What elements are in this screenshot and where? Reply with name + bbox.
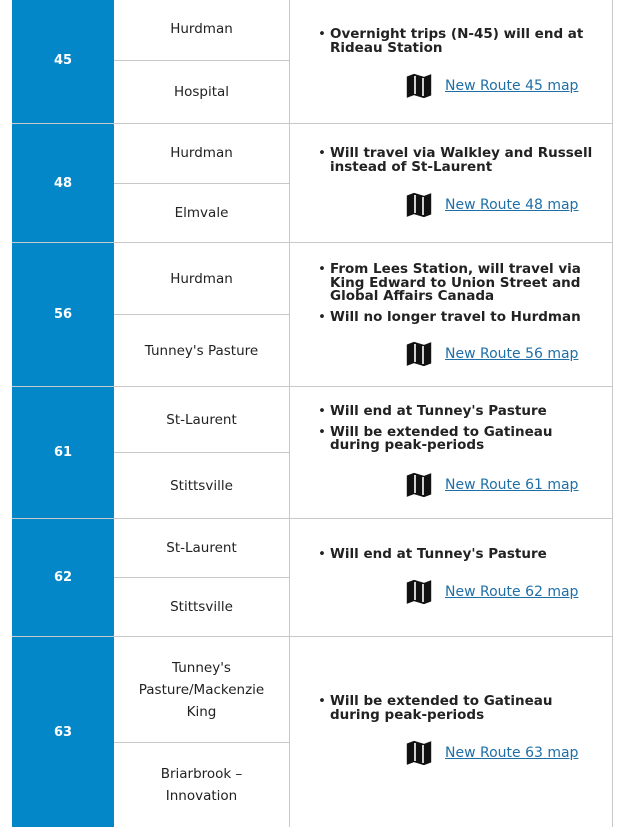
route-map-link[interactable]: [404, 577, 578, 607]
route-notes: [330, 695, 606, 729]
route-endpoint: Hospital: [114, 60, 289, 123]
route-number: 63: [12, 637, 114, 827]
route-endpoint: St-Laurent: [166, 411, 237, 428]
map-icon: [404, 71, 434, 101]
route-number: 48: [12, 124, 114, 242]
route-endpoint: Hurdman: [170, 21, 233, 37]
route-endpoint: St-Laurent: [166, 540, 237, 556]
route-row-62: [12, 519, 613, 637]
route-info: [290, 387, 612, 518]
route-number: 45: [12, 0, 114, 123]
route-number: 62: [12, 519, 114, 636]
route-notes: [330, 548, 606, 569]
map-icon: [404, 470, 434, 500]
route-note: • Overnight trips (N-45) will end at Rideau Station: [330, 28, 606, 55]
route-endpoints: [114, 519, 290, 636]
route-info: [290, 124, 612, 242]
route-endpoint: Hurdman: [170, 270, 233, 287]
route-endpoint: Tunney's Pasture/Mackenzie King: [138, 659, 265, 720]
route-map-link-text[interactable]: New Route 61 map: [445, 477, 579, 493]
route-row-63: [12, 637, 613, 827]
route-map-link-text[interactable]: New Route 62 map: [445, 584, 579, 600]
route-changes-table: [12, 0, 613, 827]
route-endpoint: Tunney's Pasture: [114, 314, 289, 386]
route-map-link-text[interactable]: New Route 56 map: [445, 346, 579, 362]
route-note: • Will end at Tunney's Pasture: [330, 405, 606, 419]
route-notes: [330, 28, 606, 62]
route-endpoint: Stittsville: [114, 577, 289, 636]
route-endpoints: [114, 124, 290, 242]
map-icon: [404, 577, 434, 607]
route-info: [290, 519, 612, 636]
route-endpoints: [114, 0, 290, 123]
route-endpoint: Hurdman: [170, 145, 233, 162]
route-info: [290, 243, 612, 386]
map-icon: [404, 339, 434, 369]
route-row-56: [12, 243, 613, 387]
route-number: 61: [12, 387, 114, 518]
route-row-61: [12, 387, 613, 519]
route-row-45: [12, 0, 613, 124]
route-endpoints: [114, 387, 290, 518]
route-note: • Will end at Tunney's Pasture: [330, 548, 606, 562]
map-icon: [404, 738, 434, 768]
route-map-link[interactable]: [404, 190, 578, 220]
route-row-48: [12, 124, 613, 243]
route-endpoint: Stittsville: [114, 452, 289, 518]
route-endpoint: Elmvale: [114, 183, 289, 243]
route-endpoints: [114, 637, 290, 827]
route-note: • Will be extended to Gatineau during peak-periods: [330, 426, 606, 453]
route-map-link-text[interactable]: New Route 48 map: [445, 197, 579, 213]
route-note: • Will travel via Walkley and Russell instead of St-Laurent: [330, 147, 606, 174]
route-notes: [330, 147, 606, 181]
route-map-link[interactable]: [404, 470, 578, 500]
route-map-link-text[interactable]: New Route 63 map: [445, 745, 579, 761]
route-notes: [330, 263, 606, 331]
map-icon: [404, 190, 434, 220]
route-note: • Will be extended to Gatineau during peak-periods: [330, 695, 606, 722]
route-map-link-text[interactable]: New Route 45 map: [445, 78, 579, 94]
route-notes: [330, 405, 606, 460]
route-note: • From Lees Station, will travel via King Edward to Union Street and Global Affairs Canada: [330, 263, 606, 304]
route-map-link[interactable]: [404, 339, 578, 369]
route-map-link[interactable]: [404, 738, 578, 768]
route-info: [290, 0, 612, 123]
route-number: 56: [12, 243, 114, 386]
route-note: • Will no longer travel to Hurdman: [330, 311, 606, 325]
route-map-link[interactable]: [404, 71, 578, 101]
route-endpoint: Briarbrook – Innovation: [114, 742, 289, 827]
route-endpoints: [114, 243, 290, 386]
route-info: [290, 637, 612, 827]
